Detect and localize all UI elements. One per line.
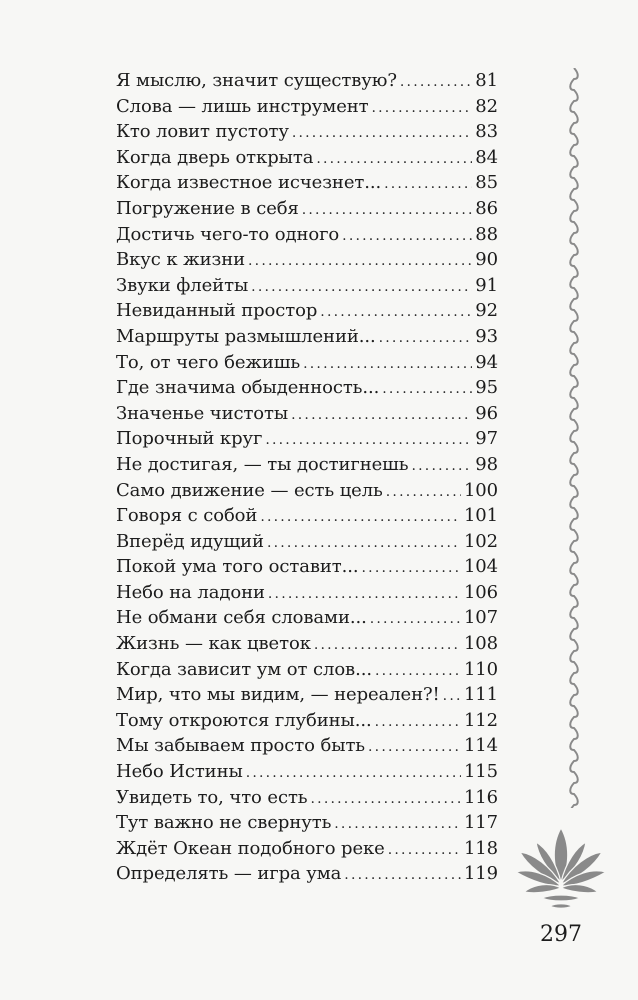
toc-entry-title: Значенье чистоты: [116, 402, 289, 424]
toc-dot-leader: [265, 428, 472, 454]
toc-entry-page: 115: [463, 761, 498, 783]
toc-entry: [116, 247, 498, 273]
toc-entry-page: 118: [463, 837, 498, 859]
toc-dot-leader: [260, 505, 461, 531]
toc-entry-title: Само движение — есть цель: [116, 479, 383, 501]
toc-dot-leader: [443, 684, 461, 710]
toc-entry: [116, 682, 498, 708]
toc-entry-page: 100: [463, 479, 498, 501]
toc-entry: [116, 580, 498, 606]
toc-entry-title: Мир, что мы видим, — нереален?!: [116, 684, 440, 706]
toc-entry-title: Кто ловит пустоту: [116, 121, 289, 143]
toc-entry-title: Вкус к жизни: [116, 249, 246, 271]
toc-dot-leader: [362, 556, 461, 582]
toc-entry-page: 91: [475, 274, 498, 296]
toc-entry: [116, 222, 498, 248]
toc-dot-leader: [386, 480, 461, 506]
toc-entry: [116, 170, 498, 196]
toc-entry-title: Не достигая, — ты достигнешь: [116, 453, 409, 475]
toc-entry-title: Небо Истины: [116, 761, 243, 783]
lotus-icon: [512, 820, 610, 912]
toc-entry: [116, 631, 498, 657]
toc-entry: [116, 426, 498, 452]
toc-entry: [116, 298, 498, 324]
toc-entry: [116, 478, 498, 504]
toc-dot-leader: [388, 838, 461, 864]
toc-entry: [116, 68, 498, 94]
toc-entry-page: 83: [475, 121, 498, 143]
toc-entry: [116, 785, 498, 811]
toc-dot-leader: [375, 659, 461, 685]
toc-dot-leader: [370, 607, 461, 633]
toc-dot-leader: [334, 812, 461, 838]
toc-entry-title: Звуки флейты: [116, 274, 249, 296]
toc-entry-title: Невиданный простор: [116, 300, 318, 322]
toc-entry: [116, 708, 498, 734]
toc-dot-leader: [267, 531, 461, 557]
toc-entry-page: 106: [463, 581, 498, 603]
toc-entry-page: 88: [475, 223, 498, 245]
toc-entry: [116, 836, 498, 862]
toc-entry-page: 110: [463, 658, 498, 680]
toc-entry-page: 112: [463, 709, 498, 731]
toc-entry-page: 102: [463, 530, 498, 552]
toc-entry-title: Где значима обыденность...: [116, 377, 380, 399]
toc-entry-page: 94: [475, 351, 498, 373]
vine-ornament-icon: [560, 68, 588, 808]
toc-entry-page: 97: [475, 428, 498, 450]
toc-dot-leader: [372, 96, 473, 122]
toc-entry-title: Мы забываем просто быть: [116, 735, 366, 757]
toc-entry-title: Не обмани себя словами...: [116, 607, 367, 629]
toc-dot-leader: [384, 172, 472, 198]
toc-entry-page: 114: [463, 735, 498, 757]
toc-entry-page: 90: [475, 249, 498, 271]
toc-entry: [116, 605, 498, 631]
toc-entry-title: Порочный круг: [116, 428, 263, 450]
toc-entry: [116, 554, 498, 580]
toc-entry: [116, 452, 498, 478]
toc-entry-page: 98: [475, 453, 498, 475]
toc-entry: [116, 503, 498, 529]
toc-entry-page: 96: [475, 402, 498, 424]
toc-entry-title: Слова — лишь инструмент: [116, 95, 369, 117]
toc-entry-title: Жизнь — как цветок: [116, 633, 311, 655]
toc-entry-page: 84: [475, 146, 498, 168]
vine-stroke: [570, 68, 578, 808]
toc-dot-leader: [342, 224, 472, 250]
toc-entry-title: Тому откроются глубины...: [116, 709, 372, 731]
toc-entry-page: 111: [463, 684, 498, 706]
toc-entry-title: Ждёт Океан подобного реке: [116, 837, 385, 859]
toc-dot-leader: [375, 710, 461, 736]
toc-dot-leader: [379, 326, 473, 352]
toc-entry: [116, 324, 498, 350]
toc-dot-leader: [368, 735, 461, 761]
toc-entry-title: Достичь чего-то одного: [116, 223, 340, 245]
toc-entry-page: 81: [475, 70, 498, 91]
toc-entry-title: Погружение в себя: [116, 197, 299, 219]
toc-entry-title: То, от чего бежишь: [116, 351, 301, 373]
toc-entry-page: 92: [475, 300, 498, 322]
toc-dot-leader: [248, 249, 472, 275]
toc-entry-title: Говоря с собой: [116, 505, 258, 527]
toc-entry-page: 107: [463, 607, 498, 629]
toc-dot-leader: [320, 300, 472, 326]
toc-entry-page: 85: [475, 172, 498, 194]
toc-entry: [116, 273, 498, 299]
toc-entry-title: Определять — игра ума: [116, 863, 342, 885]
toc-entry-page: 86: [475, 197, 498, 219]
toc-entry-title: Я мыслю, значит существую?: [116, 70, 397, 91]
toc-entry-title: Небо на ладони: [116, 581, 265, 603]
toc-dot-leader: [303, 352, 472, 378]
toc-entry: [116, 759, 498, 785]
toc-dot-leader: [268, 582, 461, 608]
toc-entry-title: Когда известное исчезнет...: [116, 172, 382, 194]
toc-entry: [116, 375, 498, 401]
toc-entry: [116, 94, 498, 120]
toc-entry-page: 116: [463, 786, 498, 808]
toc-dot-leader: [314, 633, 461, 659]
toc-entry-page: 108: [463, 633, 498, 655]
toc-entry: [116, 529, 498, 555]
toc-entry: [116, 657, 498, 683]
toc-entry-page: 117: [463, 812, 498, 834]
toc-entry-title: Вперёд идущий: [116, 530, 264, 552]
toc-dot-leader: [292, 121, 472, 147]
toc-entry: [116, 810, 498, 836]
toc-entry: [116, 145, 498, 171]
toc-entry-title: Тут важно не свернуть: [116, 812, 332, 834]
table-of-contents: [116, 68, 498, 887]
toc-entry: [116, 401, 498, 427]
toc-entry: [116, 119, 498, 145]
toc-dot-leader: [382, 377, 472, 403]
toc-entry-page: 104: [463, 556, 498, 578]
toc-entry-title: Маршруты размышлений...: [116, 325, 376, 347]
toc-dot-leader: [246, 761, 461, 787]
toc-entry-page: 119: [463, 863, 498, 885]
toc-entry-title: Увидеть то, что есть: [116, 786, 308, 808]
toc-entry-title: Когда зависит ум от слов...: [116, 658, 372, 680]
toc-dot-leader: [311, 787, 461, 813]
toc-dot-leader: [400, 70, 472, 96]
toc-dot-leader: [291, 403, 472, 429]
toc-entry: [116, 196, 498, 222]
toc-dot-leader: [412, 454, 473, 480]
toc-entry-page: 95: [475, 377, 498, 399]
toc-entry-page: 101: [463, 505, 498, 527]
toc-dot-leader: [344, 863, 461, 889]
toc-entry-page: 82: [475, 95, 498, 117]
toc-dot-leader: [251, 275, 472, 301]
toc-entry: [116, 733, 498, 759]
toc-entry-title: Когда дверь открыта: [116, 146, 314, 168]
toc-entry: [116, 350, 498, 376]
toc-dot-leader: [302, 198, 473, 224]
toc-entry: [116, 861, 498, 887]
toc-entry-page: 93: [475, 325, 498, 347]
page-number: 297: [540, 922, 582, 947]
toc-dot-leader: [316, 147, 472, 173]
toc-entry-title: Покой ума того оставит...: [116, 556, 359, 578]
